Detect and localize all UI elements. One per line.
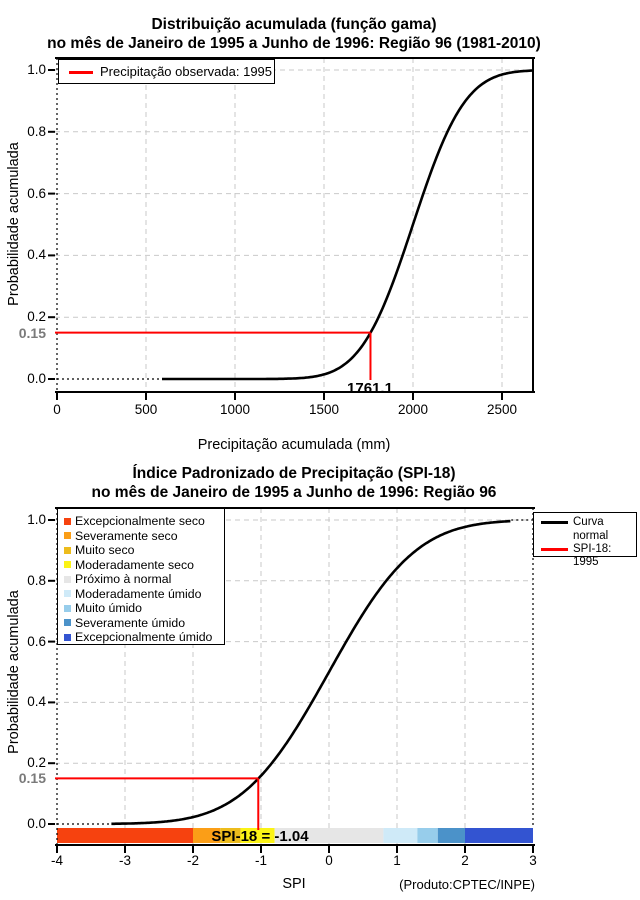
curve-legend-label: normal bbox=[573, 529, 609, 542]
curve-legend-label: Curva bbox=[573, 516, 604, 528]
category-color-swatch-icon bbox=[64, 561, 71, 568]
chart1-x-axis-title: Precipitação acumulada (mm) bbox=[197, 437, 391, 453]
category-color-swatch-icon bbox=[64, 547, 71, 554]
category-color-swatch-icon bbox=[64, 590, 71, 597]
chart2-title: Índice Padronizado de Precipitação (SPI-18) bbox=[132, 465, 456, 482]
category-label: Moderadamente úmido bbox=[75, 586, 202, 601]
x-tick-label: 500 bbox=[134, 402, 158, 417]
product-credit: (Produto:CPTEC/INPE) bbox=[399, 877, 535, 892]
category-label: Excepcionalmente seco bbox=[75, 514, 205, 528]
spi-value-annotation: SPI-18 = -1.04 bbox=[211, 828, 309, 845]
chart2-subtitle: no mês de Janeiro de 1995 a Junho de 1996: Região 96 bbox=[91, 484, 497, 501]
chart1-legend-label: Precipitação observada: 1995 bbox=[100, 64, 273, 79]
category-color-swatch-icon bbox=[64, 605, 71, 612]
x-tick-label: 2000 bbox=[397, 402, 429, 417]
y-tick-label: 0.4 bbox=[27, 247, 46, 263]
category-legend-item bbox=[58, 572, 224, 587]
y-tick-label: 0.2 bbox=[27, 755, 46, 771]
chart1-legend bbox=[58, 59, 275, 84]
x-tick-label: 3 bbox=[529, 853, 537, 868]
x-tick-label: 2500 bbox=[486, 402, 518, 417]
y-tick-label: 0.8 bbox=[27, 572, 46, 588]
y-tick-label: 1.0 bbox=[27, 62, 46, 77]
chart1-title: Distribuição acumulada (função gama) bbox=[151, 16, 437, 33]
category-legend-item bbox=[58, 616, 224, 631]
category-label: Excepcionalmente úmido bbox=[75, 630, 213, 645]
spi-1995-line-sample bbox=[541, 548, 568, 551]
spi-category-bar-segment bbox=[383, 828, 417, 843]
category-legend-item bbox=[58, 630, 224, 645]
chart1-highlight-precip-label: 1761.1 bbox=[347, 380, 393, 397]
chart2-category-legend bbox=[57, 508, 225, 645]
y-tick-label: 0.0 bbox=[27, 371, 46, 386]
x-tick-label: 1 bbox=[393, 853, 401, 868]
category-legend-item bbox=[58, 587, 224, 602]
category-color-swatch-icon bbox=[64, 634, 71, 641]
category-color-swatch-icon bbox=[64, 619, 71, 626]
observed-precipitation-line-sample bbox=[69, 71, 93, 74]
category-legend-item bbox=[58, 514, 224, 529]
chart1-y-axis-title: Probabilidade acumulada bbox=[6, 142, 22, 306]
category-label: Muito úmido bbox=[75, 601, 142, 616]
x-tick-label: -4 bbox=[50, 853, 63, 868]
category-legend-item bbox=[58, 543, 224, 558]
category-legend-item bbox=[58, 558, 224, 573]
category-color-swatch-icon bbox=[64, 518, 71, 525]
x-tick-label: 1500 bbox=[308, 402, 340, 417]
category-label: Severamente seco bbox=[75, 528, 178, 543]
y-tick-label: 1.0 bbox=[27, 512, 46, 527]
x-tick-label: -1 bbox=[254, 853, 267, 868]
category-label: Severamente úmido bbox=[75, 615, 186, 630]
y-tick-label: 0.0 bbox=[27, 816, 46, 831]
x-tick-label: 0 bbox=[325, 853, 333, 868]
normal-curve-line-sample bbox=[541, 521, 568, 524]
y-tick-label: 0.6 bbox=[27, 633, 46, 649]
category-color-swatch-icon bbox=[64, 532, 71, 539]
x-tick-label: -2 bbox=[186, 853, 199, 868]
chart2-x-axis-title: SPI bbox=[282, 876, 306, 892]
x-tick-label: 0 bbox=[53, 402, 61, 417]
y-tick-label: 0.4 bbox=[27, 694, 46, 710]
spi-category-bar-segment bbox=[465, 828, 533, 843]
category-label: Próximo à normal bbox=[75, 572, 172, 587]
y-tick-label: 0.2 bbox=[27, 309, 46, 325]
chart1-subtitle: no mês de Janeiro de 1995 a Junho de 1996: Região 96 (1981-2010) bbox=[47, 35, 541, 52]
category-color-swatch-icon bbox=[64, 576, 71, 583]
chart2-highlight-probability-label: 0.15 bbox=[18, 770, 46, 786]
y-tick-label: 0.6 bbox=[27, 185, 46, 201]
chart1-highlight-probability-label: 0.15 bbox=[18, 325, 46, 341]
chart2-curve-legend bbox=[533, 512, 637, 568]
x-tick-label: 1000 bbox=[219, 402, 251, 417]
spi-category-bar-segment bbox=[438, 828, 465, 843]
spi-category-bar-segment bbox=[417, 828, 437, 843]
category-label: Moderadamente seco bbox=[75, 557, 194, 572]
chart2-y-axis-title: Probabilidade acumulada bbox=[6, 590, 22, 754]
x-tick-label: -3 bbox=[118, 853, 131, 868]
category-label: Muito seco bbox=[75, 543, 135, 558]
x-tick-label: 2 bbox=[461, 853, 469, 868]
category-legend-item bbox=[58, 529, 224, 544]
curve-legend-label: SPI-18: 1995 bbox=[573, 543, 612, 568]
y-tick-label: 0.8 bbox=[27, 123, 46, 139]
category-legend-item bbox=[58, 601, 224, 616]
